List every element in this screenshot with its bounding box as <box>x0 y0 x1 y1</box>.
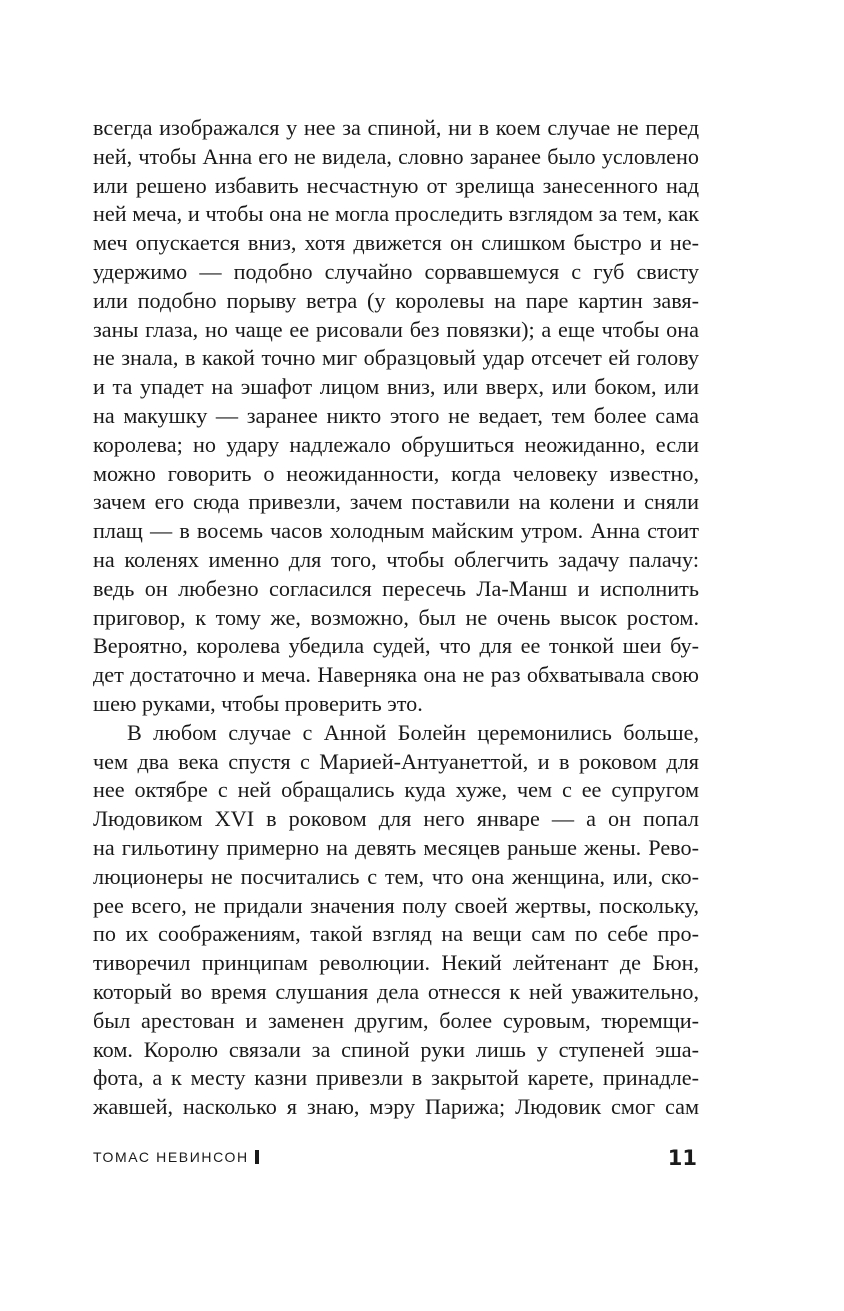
text-line: ведь он любезно согласился пересечь Ла-Манш и исполнить <box>93 575 699 601</box>
text-line: дет достаточно и меча. Наверняка она не раз обхватывала свою <box>93 662 699 688</box>
text-line: на макушку — заранее никто этого не ведает, тем более сама <box>93 402 699 428</box>
text-line: чем два века спустя с Марией-Антуанеттой, и в роковом для <box>93 748 699 774</box>
text-line: В любом случае с Анной Болейн церемонились больше, <box>127 719 699 745</box>
text-line: фота, а к месту казни привезли в закрытой карете, принадле- <box>93 1065 699 1091</box>
text-line: был арестован и заменен другим, более суровым, тюремщи- <box>93 1007 699 1033</box>
text-line: зачем его сюда привезли, зачем поставили на колени и сняли <box>93 489 699 515</box>
text-line: не знала, в какой точно миг образцовый удар отсечет ей голову <box>93 345 699 371</box>
text-line: меч опускается вниз, хотя движется он слишком быстро и не- <box>93 230 699 256</box>
text-line: шею руками, чтобы проверить это. <box>93 690 423 716</box>
text-line: на гильотину примерно на девять месяцев раньше жены. Рево- <box>93 834 699 860</box>
text-line: королева; но удару надлежало обрушиться неожиданно, если <box>93 431 699 457</box>
text-line: Людовиком XVI в роковом для него январе — а он попал <box>93 806 699 832</box>
footer-separator-bar <box>255 1150 259 1164</box>
running-footer <box>93 1147 699 1171</box>
text-line: всегда изображался у нее за спиной, ни в коем случае не перед <box>93 115 699 140</box>
text-line: приговор, к тому же, возможно, был не очень высок ростом. <box>93 604 699 630</box>
text-line: по их соображениям, такой взгляд на вещи сам по себе про- <box>93 921 699 947</box>
text-line: Вероятно, королева убедила судей, что для ее тонкой шеи бу- <box>93 633 699 659</box>
footer-author: ТОМАС НЕВИНСОН <box>93 1149 249 1165</box>
text-line: или решено избавить несчастную от зрелища занесенного над <box>93 172 699 198</box>
text-line: ней, чтобы Анна его не видела, словно заранее было условлено <box>93 143 699 169</box>
text-line: или подобно порыву ветра (у королевы на паре картин завя- <box>93 287 699 313</box>
text-line: рее всего, не придали значения полу своей жертвы, поскольку, <box>93 892 699 918</box>
text-line: люционеры не посчитались с тем, что она женщина, или, ско- <box>93 863 699 889</box>
text-line: ней меча, и чтобы она не могла проследить взглядом за тем, как <box>93 201 699 227</box>
text-line: можно говорить о неожиданности, когда человеку известно, <box>93 460 699 486</box>
text-line: на коленях именно для того, чтобы облегчить задачу палачу: <box>93 546 699 572</box>
page-number: 11 <box>667 1146 697 1170</box>
text-line: и та упадет на эшафот лицом вниз, или вверх, или боком, или <box>93 374 699 400</box>
footer-author-block <box>93 1149 259 1165</box>
text-line: удержимо — подобно случайно сорвавшемуся с губ свисту <box>93 258 699 284</box>
text-line: нее октябре с ней обращались куда хуже, чем с ее супругом <box>93 777 699 803</box>
text-line: тиворечил принципам революции. Некий лейтенант де Бюн, <box>93 950 699 976</box>
text-line: ком. Королю связали за спиной руки лишь у ступеней эша- <box>93 1036 699 1062</box>
text-line: который во время слушания дела отнесся к ней уважительно, <box>93 978 699 1004</box>
text-line: заны глаза, но чаще ее рисовали без повязки); а еще чтобы она <box>93 316 699 342</box>
text-line: плащ — в восемь часов холодным майским утром. Анна стоит <box>93 518 699 544</box>
body-text <box>93 114 699 1122</box>
text-line: жавшей, насколько я знаю, мэру Парижа; Людовик смог сам <box>93 1094 699 1120</box>
